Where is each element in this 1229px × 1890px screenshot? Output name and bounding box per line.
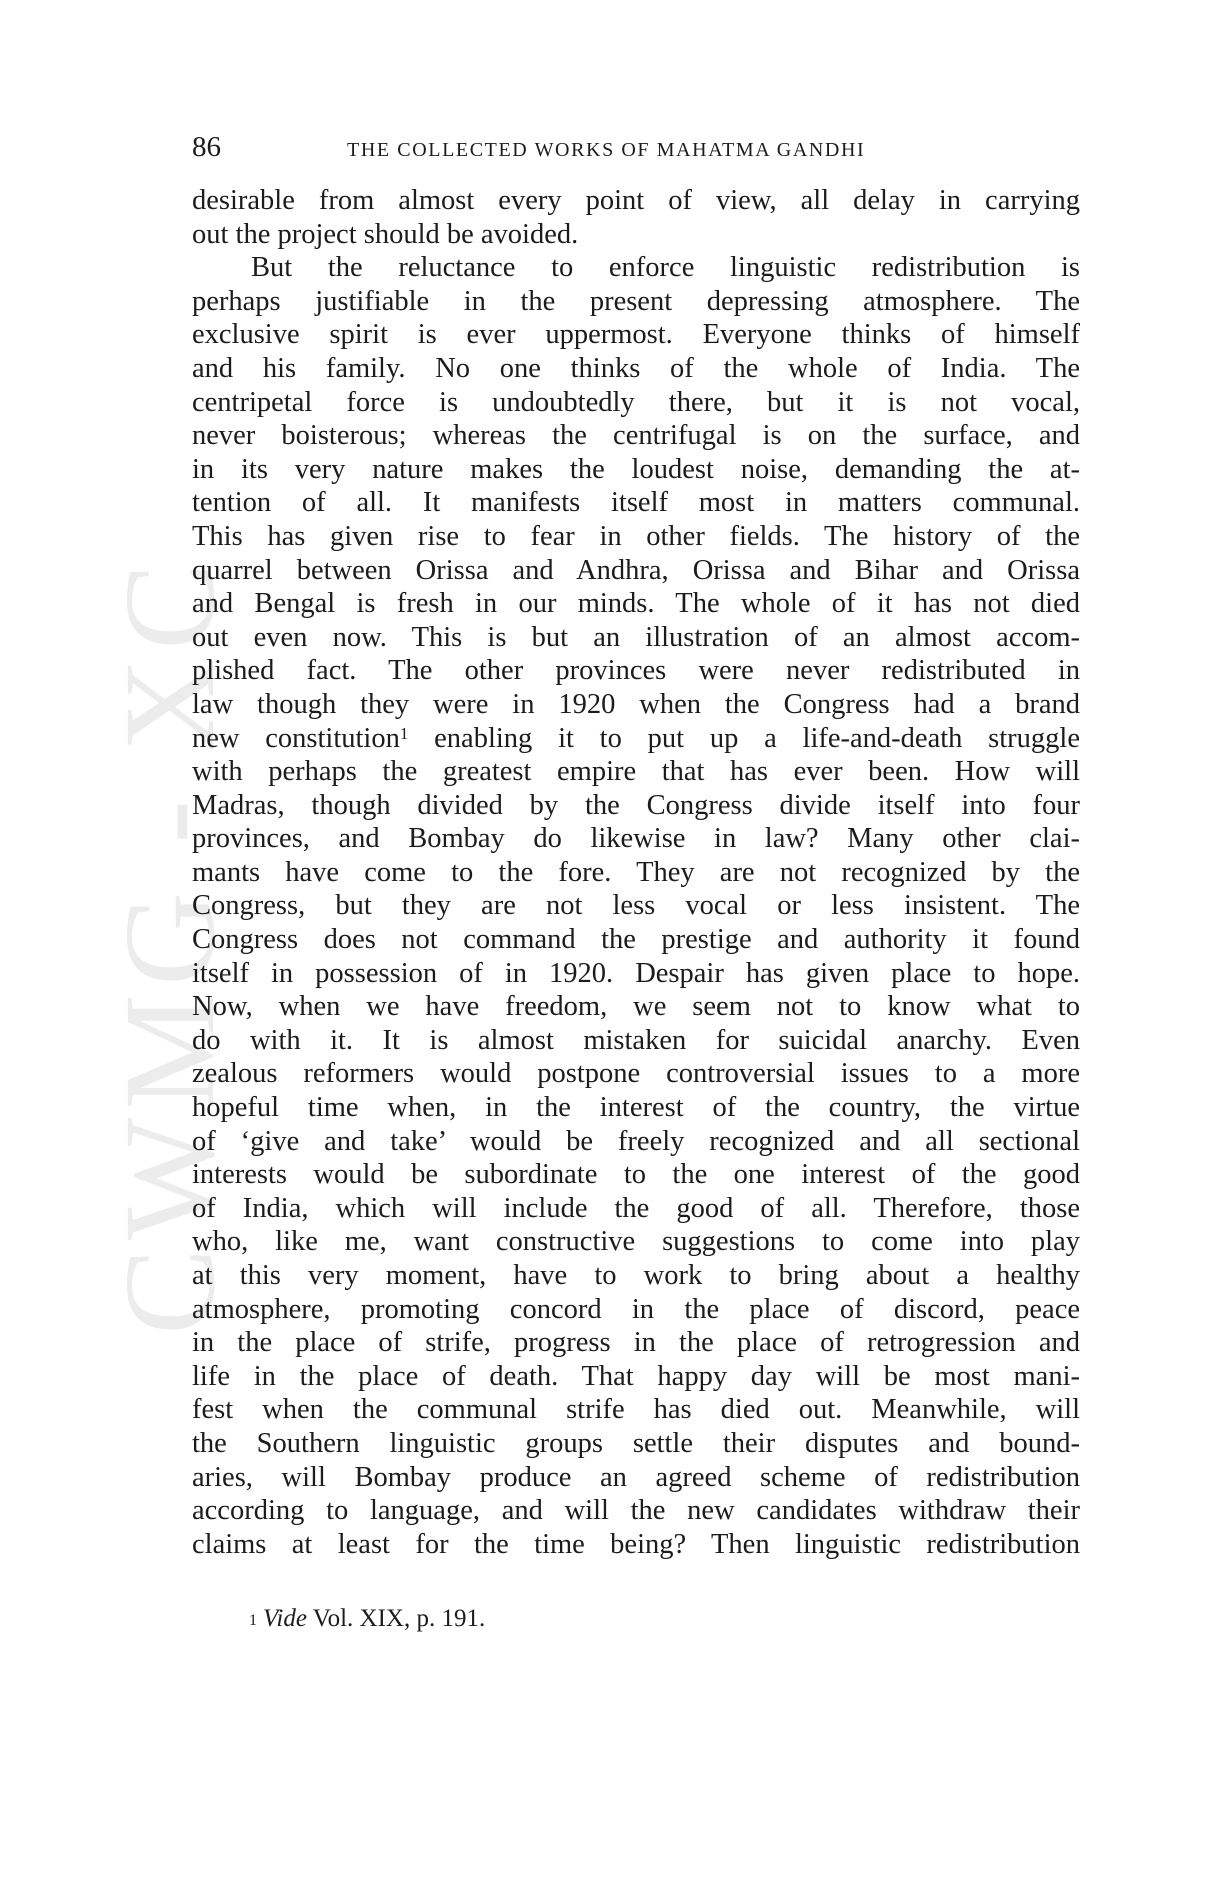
text-line: and his family. No one thinks of the whole of India. The	[192, 352, 1080, 384]
footnote-text: Vol. XIX, p. 191.	[306, 1605, 486, 1632]
running-head: THE COLLECTED WORKS OF MAHATMA GANDHI	[347, 139, 866, 161]
text-line: aries, will Bombay produce an agreed scheme of redistribution	[192, 1461, 1080, 1493]
footnote-marker: 1	[399, 723, 409, 743]
text-line: out the project should be avoided.	[192, 218, 579, 250]
text-line: at this very moment, have to work to bring about a healthy	[192, 1260, 1080, 1291]
text-line: with perhaps the greatest empire that has ever been. How will	[192, 756, 1080, 788]
footnote	[249, 1602, 485, 1636]
text-line: tention of all. It manifests itself most in matters communal.	[192, 487, 1080, 519]
page-number: 86	[192, 131, 221, 163]
body-text	[192, 184, 1080, 1561]
text-line: provinces, and Bombay do likewise in law? Many other clai-	[192, 823, 1080, 855]
watermark-text: CWMG - XC	[98, 555, 242, 1335]
text-line: of ‘give and take’ would be freely recognized and all sectional	[192, 1125, 1080, 1157]
text-line: Congress does not command the prestige and authority it found	[192, 924, 1080, 956]
text-line: quarrel between Orissa and Andhra, Orissa and Bihar and Orissa	[192, 554, 1080, 586]
text-line: centripetal force is undoubtedly there, but it is not vocal,	[192, 386, 1080, 418]
text-line: in the place of strife, progress in the place of retrogression and	[192, 1327, 1080, 1359]
text-line: and Bengal is fresh in our minds. The whole of it has not died	[192, 588, 1080, 620]
text-line: the Southern linguistic groups settle their disputes and bound-	[192, 1427, 1080, 1459]
text-line: But the reluctance to enforce linguistic redistribution is	[251, 252, 1080, 284]
text-line: interests would be subordinate to the one interest of the good	[192, 1159, 1080, 1191]
text-segment: enabling it to put up a life-and-death struggle	[408, 722, 1080, 754]
text-line: law though they were in 1920 when the Congress had a brand	[192, 688, 1080, 720]
footnote-number: 1	[249, 1612, 257, 1629]
text-line: mants have come to the fore. They are not recognized by the	[192, 856, 1080, 888]
text-line: claims at least for the time being? Then linguistic redistribution	[192, 1528, 1080, 1560]
text-line: itself in possession of in 1920. Despair has given place to hope.	[192, 957, 1080, 989]
text-line	[192, 722, 1080, 756]
text-line: Madras, though divided by the Congress divide itself into four	[192, 789, 1080, 821]
text-line: who, like me, want constructive suggestions to come into play	[192, 1226, 1080, 1258]
text-line: never boisterous; whereas the centrifugal is on the surface, and	[192, 420, 1080, 452]
text-line: atmosphere, promoting concord in the place of discord, peace	[192, 1293, 1080, 1325]
text-line: life in the place of death. That happy day will be most mani-	[192, 1360, 1080, 1392]
text-line: perhaps justifiable in the present depressing atmosphere. The	[192, 285, 1080, 317]
text-line: exclusive spirit is ever uppermost. Everyone thinks of himself	[192, 319, 1080, 351]
text-line: desirable from almost every point of view, all delay in carrying	[192, 185, 1080, 216]
text-line: fest when the communal strife has died out. Meanwhile, will	[192, 1394, 1080, 1426]
text-line: according to language, and will the new candidates withdraw their	[192, 1495, 1080, 1527]
text-line: in its very nature makes the loudest noise, demanding the at-	[192, 453, 1080, 485]
text-line: out even now. This is but an illustration of an almost accom-	[192, 621, 1080, 653]
text-segment: new constitution	[192, 722, 400, 754]
text-line: This has given rise to fear in other fields. The history of the	[192, 520, 1080, 552]
text-line: Now, when we have freedom, we seem not to know what to	[192, 991, 1080, 1023]
text-line: do with it. It is almost mistaken for suicidal anarchy. Even	[192, 1024, 1080, 1056]
text-line: hopeful time when, in the interest of the country, the virtue	[192, 1092, 1080, 1124]
text-line: plished fact. The other provinces were never redistributed in	[192, 655, 1080, 687]
page-header	[192, 127, 1078, 167]
text-line: zealous reformers would postpone controversial issues to a more	[192, 1058, 1080, 1090]
footnote-vide: Vide	[263, 1605, 307, 1632]
text-line: Congress, but they are not less vocal or less insistent. The	[192, 890, 1080, 922]
text-line: of India, which will include the good of all. Therefore, those	[192, 1192, 1080, 1224]
